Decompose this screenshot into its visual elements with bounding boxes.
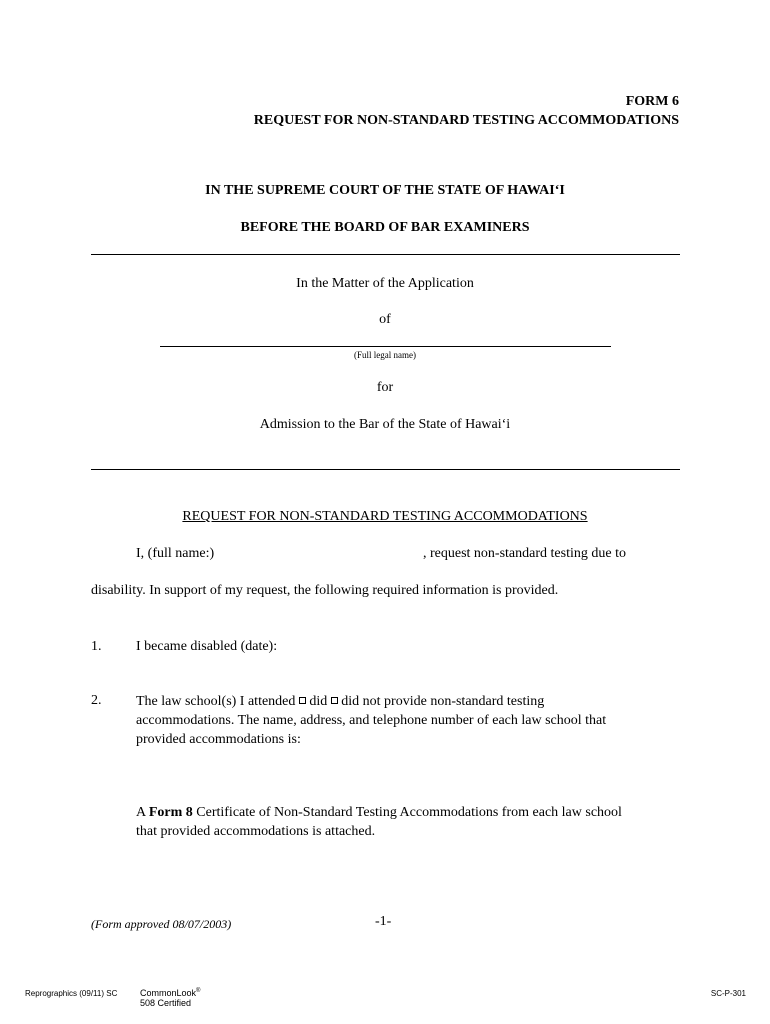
page-number: -1-	[375, 914, 392, 929]
commonlook-logo	[140, 986, 200, 1008]
item-2-number: 2.	[91, 693, 102, 708]
form8-prefix: A	[136, 805, 149, 820]
commonlook-certified: 508 Certified	[140, 998, 192, 1008]
caption-top-rule	[91, 254, 680, 255]
did-not-label: did not provide non-standard testing	[341, 694, 545, 709]
disabled-date-input[interactable]	[292, 639, 592, 657]
form-code: SC-P-301	[710, 989, 746, 998]
form8-rest: Certificate of Non-Standard Testing Accommodations from each law school	[192, 805, 622, 820]
item-2-line2: accommodations. The name, address, and telephone number of each law school that	[136, 713, 607, 728]
intro-suffix: , request non-standard testing due to	[423, 546, 626, 561]
law-school-info-input[interactable]	[136, 752, 676, 796]
form-approved: (Form approved 08/07/2003)	[91, 917, 232, 931]
admission-line: Admission to the Bar of the State of Hawaiʻi	[259, 417, 511, 432]
full-legal-name-label: (Full legal name)	[354, 350, 416, 360]
item-2-text: The law school(s) I attended	[136, 694, 296, 709]
did-label: did	[309, 694, 328, 709]
intro-prefix: I, (full name:)	[136, 546, 215, 561]
caption-bottom-rule	[91, 469, 680, 470]
board-heading: BEFORE THE BOARD OF BAR EXAMINERS	[240, 220, 530, 235]
commonlook-name: CommonLook	[140, 988, 197, 998]
full-name-input[interactable]	[245, 547, 420, 565]
for-text: for	[376, 380, 394, 395]
form8-bold: Form 8	[148, 805, 193, 820]
form8-line2: that provided accommodations is attached.	[136, 824, 376, 839]
section-title: REQUEST FOR NON-STANDARD TESTING ACCOMMODATIONS	[182, 509, 588, 524]
item-2-line3: provided accommodations is:	[136, 732, 301, 747]
item-1-text: I became disabled (date):	[136, 639, 278, 654]
full-legal-name-field[interactable]	[160, 346, 611, 347]
form8-paragraph	[136, 803, 676, 841]
form-number: FORM 6	[625, 94, 679, 109]
did-checkbox[interactable]	[299, 697, 306, 704]
item-1-number: 1.	[91, 639, 102, 654]
matter-line: In the Matter of the Application	[296, 276, 474, 291]
court-heading: IN THE SUPREME COURT OF THE STATE OF HAWAIʻI	[205, 183, 565, 198]
intro-line2: disability. In support of my request, the following required information is provided.	[91, 583, 559, 598]
form-title: REQUEST FOR NON-STANDARD TESTING ACCOMMODATIONS	[253, 113, 679, 128]
did-not-checkbox[interactable]	[331, 697, 338, 704]
item-2-paragraph	[136, 692, 676, 749]
of-text: of	[379, 312, 391, 327]
reprographics: Reprographics (09/11) SC	[25, 989, 118, 998]
registered-mark: ®	[196, 988, 201, 994]
